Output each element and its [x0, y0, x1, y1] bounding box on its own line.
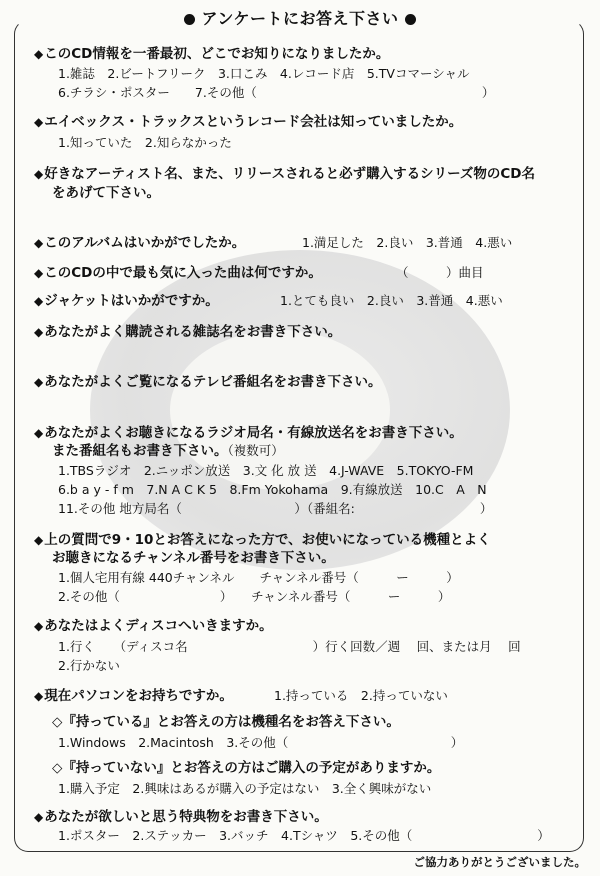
- answer-options-row[interactable]: 1.雑誌 2.ビートフリーク 3.口こみ 4.レコード店 5.TVコマーシャル: [58, 66, 470, 81]
- answer-options-row[interactable]: 1.満足した 2.良い 3.普通 4.悪い: [302, 235, 513, 250]
- diamond-bullet-icon: ◆: [34, 47, 44, 61]
- question-cd-info-source: ◆このCD情報を一番最初、どこでお知りになりましたか。: [34, 46, 390, 62]
- question-radio-programs: また番組名もお書き下さい。（複数可）: [52, 443, 284, 459]
- answer-options-row[interactable]: 6.チラシ・ポスター 7.その他（ ）: [58, 85, 495, 100]
- track-number-field[interactable]: （ ）曲目: [396, 265, 484, 280]
- answer-options-row[interactable]: 1.知っていた 2.知らなかった: [58, 135, 232, 150]
- diamond-bullet-icon: ◆: [34, 426, 44, 440]
- question-desired-goods: ◆あなたが欲しいと思う特典物をお書き下さい。: [34, 809, 328, 825]
- answer-options-row[interactable]: 1.ポスター 2.ステッカー 3.バッチ 4.Tシャツ 5.その他（ ）: [58, 828, 550, 843]
- question-favorite-track: ◆このCDの中で最も気に入った曲は何ですか。: [34, 265, 322, 281]
- question-favorite-artist-line2: をあげて下さい。: [52, 185, 160, 201]
- answer-options-row[interactable]: 1.個人宅用有線 440チャンネル チャンネル番号（ ー ）: [58, 570, 459, 585]
- question-magazines: ◆あなたがよく購読される雑誌名をお書き下さい。: [34, 324, 342, 340]
- question-disco: ◆あなたはよくディスコへいきますか。: [34, 618, 273, 634]
- answer-options-row[interactable]: 2.その他（ ） チャンネル番号（ ー ）: [58, 589, 451, 604]
- diamond-bullet-icon: ◆: [34, 810, 44, 824]
- hollow-diamond-icon: ◇: [52, 714, 63, 730]
- answer-options-row[interactable]: 11.その他 地方局名（ ）（番組名: ）: [58, 501, 493, 516]
- answer-options-row[interactable]: 1.TBSラジオ 2.ニッポン放送 3.文 化 放 送 4.J-WAVE 5.TOKYO-FM: [58, 463, 474, 478]
- hollow-diamond-icon: ◇: [52, 760, 63, 776]
- answer-options-row[interactable]: 1.持っている 2.持っていない: [274, 688, 448, 703]
- answer-options-row[interactable]: 6.b a y - f m 7.N A C K 5 8.Fm Yokohama 9.有線放送 10.C A N: [58, 482, 487, 497]
- question-radio-stations: ◆あなたがよくお聴きになるラジオ局名・有線放送名をお書き下さい。: [34, 425, 463, 441]
- diamond-bullet-icon: ◆: [34, 236, 44, 250]
- subquestion-purchase-plan: ◇『持っていない』とお答えの方はご購入の予定がありますか。: [52, 760, 441, 776]
- thank-you-note: ご協力ありがとうございました。: [413, 855, 586, 869]
- bullet-dot-icon: [405, 14, 416, 25]
- question-channel-device-line2: お聴きになるチャンネル番号をお書き下さい。: [52, 550, 335, 566]
- diamond-bullet-icon: ◆: [34, 325, 44, 339]
- answer-options-row[interactable]: 1.Windows 2.Macintosh 3.その他（ ）: [58, 735, 464, 750]
- question-pc-ownership: ◆現在パソコンをお持ちですか。: [34, 688, 233, 704]
- question-avex-known: ◆エイベックス・トラックスというレコード会社は知っていましたか。: [34, 114, 463, 130]
- diamond-bullet-icon: ◆: [34, 375, 44, 389]
- question-tv-programs: ◆あなたがよくご覧になるテレビ番組名をお書き下さい。: [34, 374, 382, 390]
- question-jacket-rating: ◆ジャケットはいかがですか。: [34, 293, 219, 309]
- diamond-bullet-icon: ◆: [34, 167, 44, 181]
- diamond-bullet-icon: ◆: [34, 266, 44, 280]
- survey-title: アンケートにお答え下さい: [0, 6, 600, 29]
- diamond-bullet-icon: ◆: [34, 533, 44, 547]
- diamond-bullet-icon: ◆: [34, 294, 44, 308]
- answer-options-row[interactable]: 1.行く （ディスコ名 ）行く回数／週 回、または月 回: [58, 639, 521, 654]
- question-channel-device: ◆上の質問で9・10とお答えになった方で、お使いになっている機種とよく: [34, 532, 491, 548]
- question-album-rating: ◆このアルバムはいかがでしたか。: [34, 235, 246, 251]
- diamond-bullet-icon: ◆: [34, 619, 44, 633]
- diamond-bullet-icon: ◆: [34, 115, 44, 129]
- subquestion-pc-model: ◇『持っている』とお答えの方は機種名をお答え下さい。: [52, 714, 400, 730]
- answer-options-row[interactable]: 1.とても良い 2.良い 3.普通 4.悪い: [280, 293, 503, 308]
- answer-options-row[interactable]: 2.行かない: [58, 658, 120, 673]
- bullet-dot-icon: [184, 14, 195, 25]
- question-favorite-artist: ◆好きなアーティスト名、また、リリースされると必ず購入するシリーズ物のCD名: [34, 166, 536, 182]
- diamond-bullet-icon: ◆: [34, 689, 44, 703]
- answer-options-row[interactable]: 1.購入予定 2.興味はあるが購入の予定はない 3.全く興味がない: [58, 781, 432, 796]
